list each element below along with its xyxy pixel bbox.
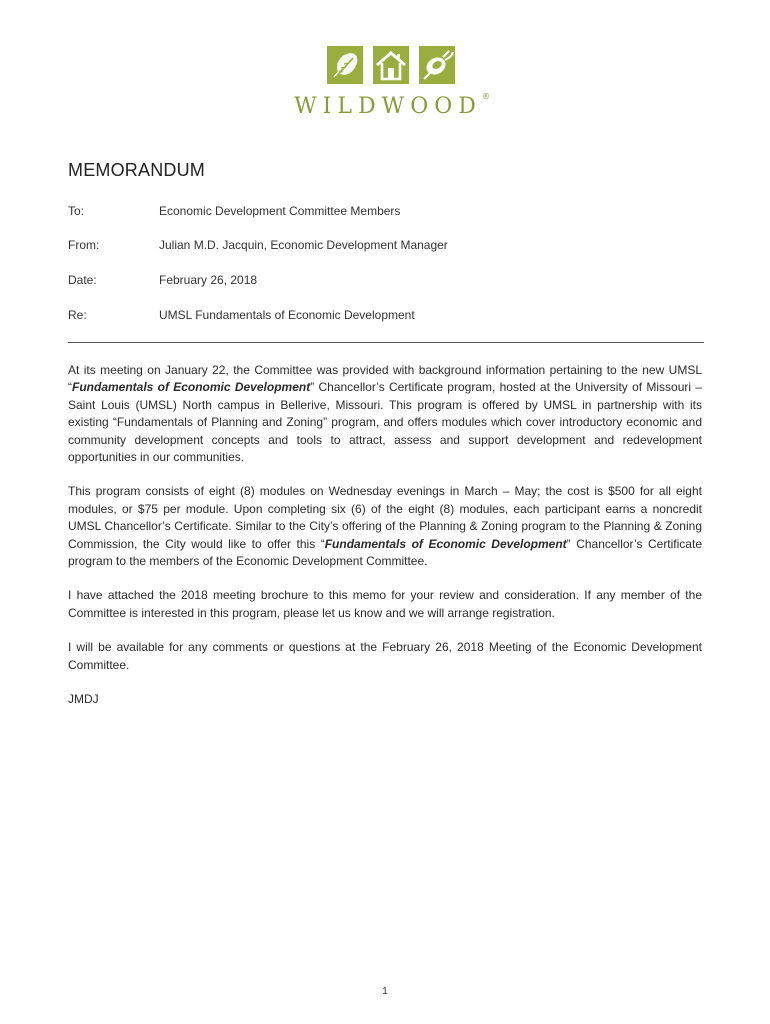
date-label: Date: bbox=[68, 273, 97, 287]
p1-text-a: At its meeting on January 22, the Committee was provided with background information pertaining to the new UMSL “ bbox=[68, 363, 702, 395]
p1-program-name: Fundamentals of Economic Development bbox=[72, 380, 311, 395]
memo-body bbox=[68, 362, 702, 726]
paragraph-1 bbox=[68, 362, 702, 466]
logo-wordmark bbox=[14, 94, 770, 119]
paragraph-2 bbox=[68, 483, 702, 570]
re-value: UMSL Fundamentals of Economic Development bbox=[159, 308, 415, 322]
p1-text-b: ” Chancellor’s Certificate program, hosted at the University of Missouri – Saint Louis (UMSL) North campus in Bellerive, Missouri. This program is offered by UMSL in partnership with its existing “Fundamentals of Planning and Zoning” program, and offers modules which cover introductory economic and community development concepts and tools to attract, assess and support development and redevelopment opportunities in our communities. bbox=[68, 380, 702, 465]
paragraph-3: I have attached the 2018 meeting brochure to this memo for your review and consideration. If any member of the Committee is interested in this program, please let us know and we will arrange registration. bbox=[68, 588, 702, 620]
page-number: 1 bbox=[382, 986, 388, 997]
from-value: Julian M.D. Jacquin, Economic Development Manager bbox=[159, 238, 448, 252]
from-label: From: bbox=[68, 238, 100, 252]
p2-text-a: This program consists of eight (8) modules on Wednesday evenings in March – May; the cost is $500 for all eight modules, or $75 per module. Upon completing six (6) of the eight (8) modules, each participant earns a noncredit UMSL Chancellor’s Certificate. Similar to the City’s offering of the Planning & Zoning program to the Planning & Zoning Commission, the City would like to offer this “ bbox=[68, 484, 702, 551]
logo-icon-row bbox=[12, 46, 770, 84]
to-label: To: bbox=[68, 204, 85, 218]
leaf-icon bbox=[327, 46, 363, 84]
logo-name: WILDWOOD bbox=[294, 94, 482, 119]
to-value: Economic Development Committee Members bbox=[159, 204, 401, 218]
p2-text-b: ” Chancellor’s Certificate program to the members of the Economic Development Committee. bbox=[68, 536, 702, 569]
house-icon bbox=[373, 46, 409, 84]
memo-title: MEMORANDUM bbox=[68, 160, 205, 180]
nature-icon bbox=[419, 46, 455, 84]
registered-mark: ® bbox=[481, 92, 490, 101]
re-label: Re: bbox=[68, 308, 87, 322]
date-value: February 26, 2018 bbox=[159, 273, 258, 287]
author-initials: JMDJ bbox=[68, 692, 99, 707]
p2-program-name: Fundamentals of Economic Development bbox=[324, 536, 567, 551]
wildwood-logo bbox=[0, 46, 770, 119]
header-divider bbox=[68, 342, 704, 343]
paragraph-4: I will be available for any comments or questions at the February 26, 2018 Meeting of the Economic Development Committee. bbox=[68, 640, 702, 672]
